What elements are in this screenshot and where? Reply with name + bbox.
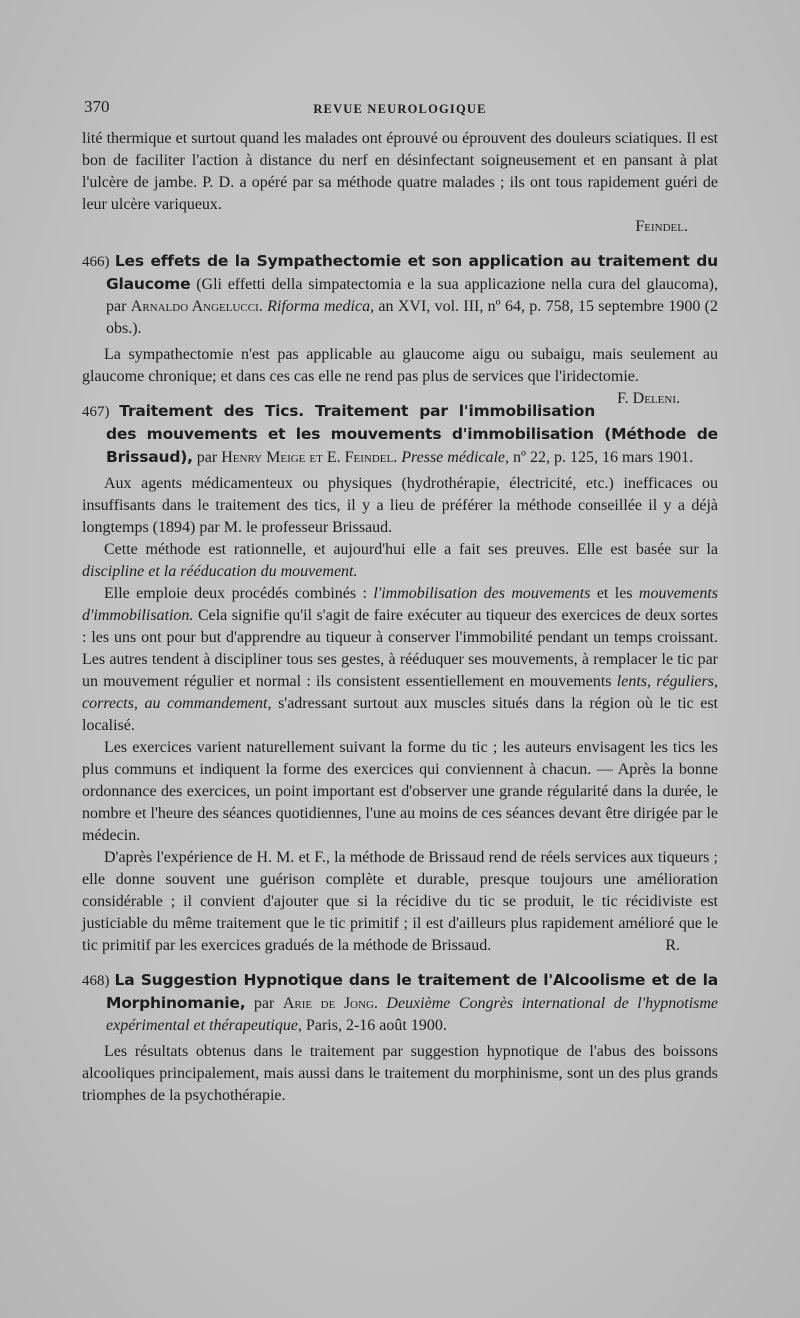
- continuation-block: [82, 128, 718, 238]
- text: s'adressant surtout aux muscles situés dans la région où le tic est localisé.: [82, 695, 718, 734]
- entry-467: [82, 400, 718, 957]
- italic-text: mouvements d'immobilisation.: [82, 585, 719, 624]
- entry-title: La Suggestion Hypnotique dans le traitement de l'Alcoolisme et de la Morphinomanie,: [106, 971, 718, 1012]
- entry-467-heading: [82, 400, 718, 469]
- entry-466: [82, 250, 719, 407]
- continuation-text: lité thermique et surtout quand les malades ont éprouvé ou éprouvent des douleurs sciatiques. Il est bon de faciliter l'action à distance du nerf en désinfectant soigneusement et en pansant à plat l'ulcère de jambe. P. D. a opéré par sa méthode quatre malades ; ils ont tous rapidement guéri de leur ulcère variqueux.: [82, 130, 718, 213]
- entry-466-heading: [82, 250, 718, 340]
- page-number: 370: [84, 97, 110, 116]
- entry-title: Les effets de la Sympathectomie et son application au traitement du Glaucome: [106, 252, 719, 293]
- entry-number: 466): [82, 254, 110, 270]
- entry-title: Traitement des Tics. Traitement par l'immobilisation des mouvements et les mouvements d'immobilisation (Méthode de Brissaud),: [106, 402, 718, 466]
- paragraph-3: [82, 583, 718, 737]
- entry-468: [82, 969, 718, 1107]
- paragraph-5: [82, 847, 718, 957]
- text: Cette méthode est rationnelle, et aujourd'hui elle a fait ses preuves. Elle est basée sur la: [104, 541, 718, 558]
- entry-number: 468): [82, 973, 110, 989]
- text: et les: [596, 585, 633, 602]
- reference: nº 22, p. 125, 16 mars 1901.: [513, 449, 694, 466]
- entry-466-body: [82, 344, 718, 407]
- paragraph-2: [82, 539, 718, 583]
- signature-r: R.: [665, 937, 680, 954]
- entry-468-body: Les résultats obtenus dans le traitement par suggestion hypnotique de l'abus des boissons alcooliques principalement, mais aussi dans le traitement du morphinisme, sont un des plus grands triomphes de la psychothérapie.: [82, 1043, 718, 1104]
- author: Arie de Jong.: [282, 995, 378, 1012]
- journal-page: [82, 96, 718, 1107]
- signature-deleni: F. Deleni.: [617, 390, 680, 407]
- author: Arnaldo Angelucci.: [130, 298, 263, 315]
- running-title: REVUE NEUROLOGIQUE: [313, 102, 487, 116]
- text: D'après l'expérience de H. M. et F., la méthode de Brissaud rend de réels services aux tiqueurs ; elle donne souvent une guérison complète et durable, presque toujours une amélioration considérable ; il convient d'ajouter que si la récidive du tic se produit, le tic récidiviste est justiciable du même traitement que le tic primitif ; il est d'ailleurs plus rapidement amélioré que le tic primitif par les exercices gradués de la méthode de Brissaud.: [82, 849, 718, 954]
- entry-number: 467): [82, 404, 110, 420]
- body-text: La sympathectomie n'est pas applicable au glaucome aigu ou subaigu, mais seulement au glaucome chronique; et dans ces cas elle ne rend pas plus de services que l'iridectomie.: [82, 346, 718, 385]
- by-word: par: [253, 995, 275, 1012]
- italic-text: discipline et la rééducation du mouvement.: [82, 563, 358, 580]
- by-word: par: [196, 449, 218, 466]
- reference: an XVI, vol. III, nº 64, p. 758, 15 septembre 1900 (2 obs.).: [106, 298, 719, 337]
- italic-text: lents, réguliers, corrects, au commandement,: [82, 673, 718, 712]
- italic-text: l'immobilisation des mouvements: [373, 585, 591, 602]
- signature-feindel: Feindel.: [635, 218, 688, 235]
- authors: Henry Meige et E. Feindel.: [221, 449, 398, 466]
- journal: Deuxième Congrès international de l'hypnotisme expérimental et thérapeutique,: [106, 995, 719, 1034]
- paragraph-1: Aux agents médicamenteux ou physiques (hydrothérapie, électricité, etc.) inefficaces ou insuffisants dans le traitement des tics, il y a lieu de préférer la méthode conseillée il y a déjà longtemps (1894) par M. le professeur Brissaud.: [82, 475, 718, 536]
- original-title: (Gli effetti della simpatectomia e la sua applicazione nella cura del glaucoma), par: [106, 276, 719, 315]
- text: Cela signifie qu'il s'agit de faire exécuter au tiqueur des exercices de deux sortes : les uns ont pour but d'apprendre au tiqueur à conserver l'immobilité pendant un temps croissant. Les autres tendent à discipliner tous ses gestes, à rééduquer ses mouvements, à remplacer le tic par un mouvement régulier et normal : ils consistent essentiellement en mouvements: [82, 607, 718, 690]
- reference: Paris, 2-16 août 1900.: [305, 1017, 447, 1034]
- journal: Riforma medica,: [267, 298, 375, 315]
- journal: Presse médicale,: [401, 449, 510, 466]
- page-header: [82, 96, 718, 120]
- entry-468-heading: [82, 969, 718, 1037]
- text: Elle emploie deux procédés combinés :: [104, 585, 367, 602]
- paragraph-4: Les exercices varient naturellement suivant la forme du tic ; les auteurs envisagent les tics les plus communs et indiquent la forme des exercices qui conviennent à chacun. — Après la bonne ordonnance des exercices, un point important est d'observer une grande régularité dans la durée, le nombre et l'heure des séances quotidiennes, l'une au moins de ces séances devant être dirigée par le médecin.: [82, 739, 718, 844]
